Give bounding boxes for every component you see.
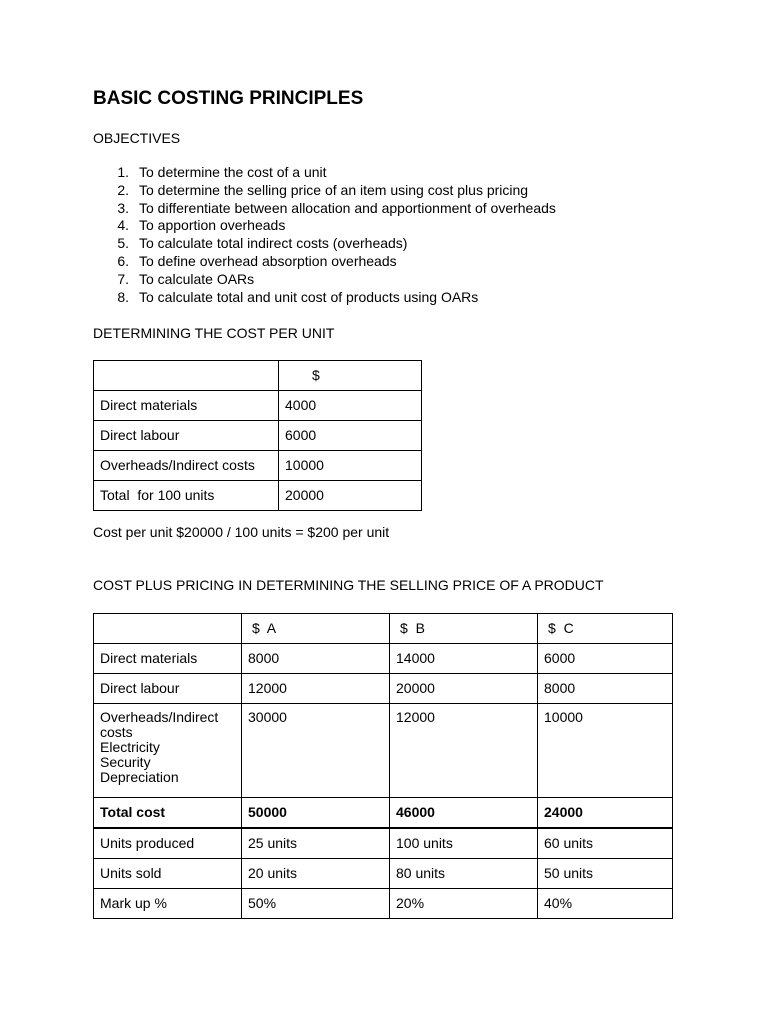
- list-text: To calculate total indirect costs (overheads): [139, 235, 408, 252]
- table-cell: Mark up %: [94, 889, 242, 919]
- page-title: BASIC COSTING PRINCIPLES: [93, 88, 364, 109]
- table-row-total: [94, 798, 673, 829]
- overheads-cell: [94, 704, 242, 798]
- table-cell: 4000: [279, 391, 422, 421]
- table-cell: Direct materials: [94, 391, 279, 421]
- table-cell: 20000: [390, 674, 538, 704]
- table-row: [94, 859, 673, 889]
- table-cell: Units sold: [94, 859, 242, 889]
- list-number: 1.: [117, 164, 129, 180]
- table-row: [94, 644, 673, 674]
- table-cell: [94, 361, 279, 391]
- table-cell: Direct materials: [94, 644, 242, 674]
- table-row: [94, 451, 422, 481]
- table-cell: 14000: [390, 644, 538, 674]
- list-text: To define overhead absorption overheads: [139, 252, 397, 269]
- cost-per-unit-table: [93, 360, 422, 511]
- table-cell: 12000: [242, 674, 390, 704]
- table-cell: Direct labour: [94, 421, 279, 451]
- table-header-row: [94, 614, 673, 644]
- list-text: To calculate OARs: [139, 270, 255, 287]
- cost-per-unit-heading: DETERMINING THE COST PER UNIT: [93, 325, 335, 341]
- list-item: [93, 289, 556, 307]
- list-text: To determine the cost of a unit: [139, 164, 327, 180]
- table-header-cell: $ C: [538, 614, 673, 644]
- cost-per-unit-note: Cost per unit $20000 / 100 units = $200 per unit: [93, 524, 390, 540]
- objectives-heading: OBJECTIVES: [93, 130, 181, 146]
- table-header-row: [94, 361, 422, 391]
- overheads-label: Overheads/Indirect costs: [100, 709, 219, 740]
- table-header-cell: $ A: [242, 614, 390, 644]
- objectives-list: [93, 164, 556, 306]
- list-number: 3.: [117, 199, 129, 216]
- table-cell: 80 units: [390, 859, 538, 889]
- list-number: 4.: [117, 217, 129, 234]
- list-text: To calculate total and unit cost of products using OARs: [139, 288, 479, 305]
- table-cell: 20000: [279, 481, 422, 511]
- table-cell: Total for 100 units: [94, 481, 279, 511]
- list-text: To determine the selling price of an item using cost plus pricing: [139, 181, 529, 198]
- cost-plus-heading: COST PLUS PRICING IN DETERMINING THE SELLING PRICE OF A PRODUCT: [93, 577, 604, 593]
- table-cell: 50 units: [538, 859, 673, 889]
- list-number: 2.: [117, 181, 129, 198]
- table-cell: 8000: [242, 644, 390, 674]
- overhead-item: Electricity: [100, 739, 160, 755]
- cost-plus-table: [93, 613, 673, 919]
- list-text: To differentiate between allocation and apportionment of overheads: [139, 199, 556, 216]
- table-row: [94, 704, 673, 798]
- table-cell: 25 units: [242, 828, 390, 859]
- table-row: [94, 391, 422, 421]
- overhead-item: Security: [100, 754, 151, 770]
- table-cell: 20 units: [242, 859, 390, 889]
- table-cell: 6000: [279, 421, 422, 451]
- table-cell: 100 units: [390, 828, 538, 859]
- table-cell: [94, 614, 242, 644]
- list-item: [93, 253, 556, 271]
- list-text: To apportion overheads: [139, 217, 286, 234]
- list-number: 8.: [117, 288, 129, 305]
- table-row: [94, 421, 422, 451]
- list-number: 6.: [117, 252, 129, 269]
- table-cell: 50000: [242, 798, 390, 829]
- list-item: [93, 271, 556, 289]
- table-cell: 24000: [538, 798, 673, 829]
- table-cell: Total cost: [94, 798, 242, 829]
- table-cell: 40%: [538, 889, 673, 919]
- list-number: 7.: [117, 270, 129, 287]
- list-number: 5.: [117, 235, 129, 252]
- table-header-cell: $ B: [390, 614, 538, 644]
- list-item: [93, 235, 556, 253]
- list-item: [93, 200, 556, 218]
- list-item: [93, 164, 556, 182]
- overhead-item: Depreciation: [100, 769, 179, 785]
- table-cell: Overheads/Indirect costs: [94, 451, 279, 481]
- table-row: [94, 481, 422, 511]
- table-cell: 46000: [390, 798, 538, 829]
- table-cell: Units produced: [94, 828, 242, 859]
- table-cell: Direct labour: [94, 674, 242, 704]
- table-cell: 20%: [390, 889, 538, 919]
- list-item: [93, 182, 556, 200]
- table-row: [94, 889, 673, 919]
- table-cell: 50%: [242, 889, 390, 919]
- table-row: [94, 674, 673, 704]
- table-cell: 10000: [279, 451, 422, 481]
- list-item: [93, 217, 556, 235]
- table-cell: 30000: [242, 704, 390, 798]
- table-header-cell: $: [279, 361, 422, 391]
- table-cell: 10000: [538, 704, 673, 798]
- table-cell: 8000: [538, 674, 673, 704]
- table-cell: 6000: [538, 644, 673, 674]
- table-row: [94, 828, 673, 859]
- table-cell: 12000: [390, 704, 538, 798]
- table-cell: 60 units: [538, 828, 673, 859]
